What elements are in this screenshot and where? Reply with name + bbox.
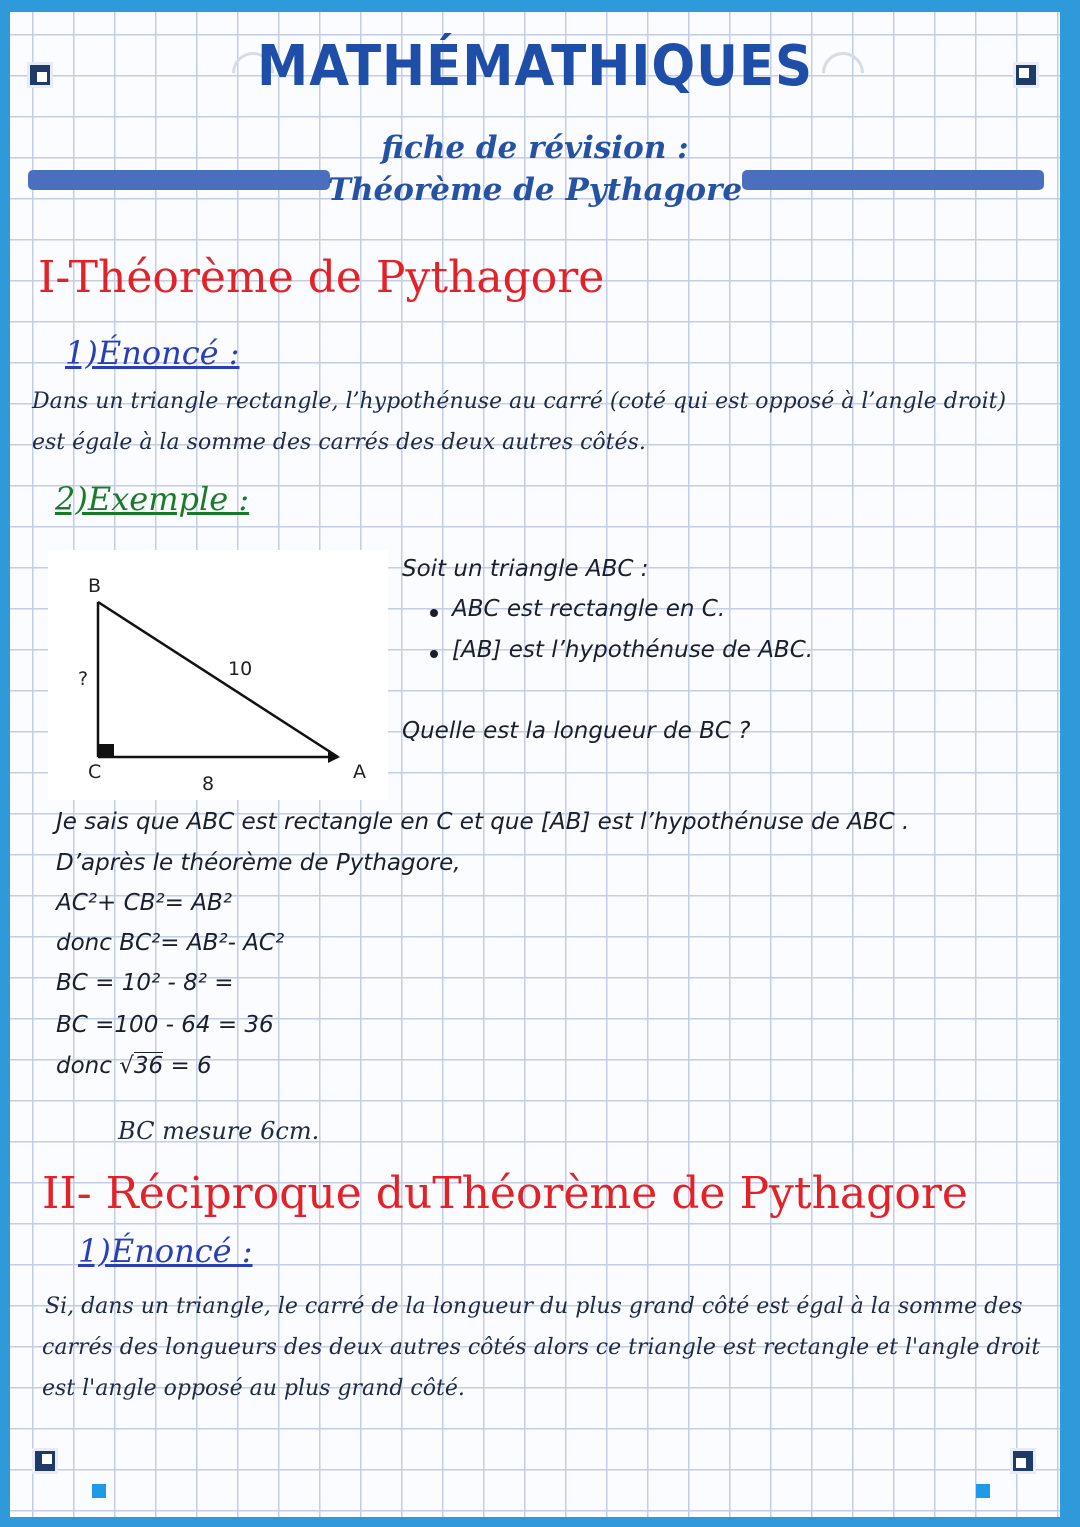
solution-line3: AC²+ CB²= AB² — [56, 890, 232, 916]
vertex-b-label: B — [88, 575, 102, 597]
arrow-head-icon — [328, 751, 340, 763]
question: Quelle est la longueur de BC ? — [402, 718, 751, 744]
section2-line1: Si, dans un triangle, le carré de la longueur du plus grand côté est égal à la somme des — [45, 1294, 1023, 1319]
given-intro: Soit un triangle ABC : — [402, 556, 649, 582]
section2-line3: est l'angle opposé au plus grand côté. — [42, 1376, 465, 1401]
section2-enonce-heading: 1)Énoncé : — [78, 1232, 253, 1270]
bullet-icon — [430, 650, 438, 658]
vertex-c-label: C — [88, 761, 102, 783]
solution-line4: donc BC²= AB²- AC² — [56, 930, 285, 956]
triangle-svg — [48, 550, 388, 800]
square-dot-icon — [92, 1484, 106, 1498]
section2-line2: carrés des longueurs des deux autres côtés alors ce triangle est rectangle et l'angle droit — [42, 1335, 1041, 1360]
section1-enonce-line2: est égale à la somme des carrés des deux autres côtés. — [32, 430, 646, 455]
hypotenuse-length-label: 10 — [228, 658, 253, 680]
section1-title: I-Théorème de Pythagore — [38, 252, 605, 303]
revision-sheet — [10, 12, 1060, 1517]
section1-exemple-heading: 2)Exemple : — [55, 480, 250, 518]
square-dot-icon — [976, 1484, 990, 1498]
solution-line5: BC = 10² - 8² = — [56, 970, 234, 996]
sqrt-icon: √ — [119, 1053, 134, 1079]
section1-enonce-heading: 1)Énoncé : — [65, 334, 240, 372]
solution-line7-prefix: donc — [56, 1053, 112, 1079]
solution-conclusion: BC mesure 6cm. — [118, 1117, 320, 1145]
bullet-icon — [430, 609, 438, 617]
solution-line7-result: = 6 — [170, 1053, 212, 1079]
triangle-diagram — [48, 550, 388, 800]
given-1: ABC est rectangle en C. — [452, 596, 726, 622]
section1-enonce-line1: Dans un triangle rectangle, l’hypothénuse au carré (coté qui est opposé à l’angle droit) — [32, 389, 1007, 414]
page-title: MATHÉMATHIQUES — [257, 34, 813, 99]
base-length-label: 8 — [202, 773, 215, 795]
subtitle-line2: Théorème de Pythagore — [327, 172, 743, 208]
corner-tl-icon — [27, 62, 53, 88]
solution-line7 — [56, 1053, 212, 1079]
given-2: [AB] est l’hypothénuse de ABC. — [452, 637, 814, 663]
corner-bl-icon — [32, 1448, 58, 1474]
solution-line2: D’après le théorème de Pythagore, — [56, 850, 461, 876]
vertex-a-label: A — [353, 761, 366, 783]
section2-title: II- Réciproque duThéorème de Pythagore — [42, 1168, 968, 1219]
subtitle-line1: fiche de révision : — [381, 130, 689, 166]
solution-line7-radicand: 36 — [133, 1053, 164, 1079]
solution-line6: BC =100 - 64 = 36 — [56, 1012, 274, 1038]
corner-br-icon — [1010, 1448, 1036, 1474]
side-ab — [98, 602, 338, 757]
solution-line1: Je sais que ABC est rectangle en C et que [AB] est l’hypothénuse de ABC . — [56, 809, 910, 835]
unknown-side-label: ? — [78, 668, 89, 690]
right-angle-icon — [98, 744, 114, 757]
